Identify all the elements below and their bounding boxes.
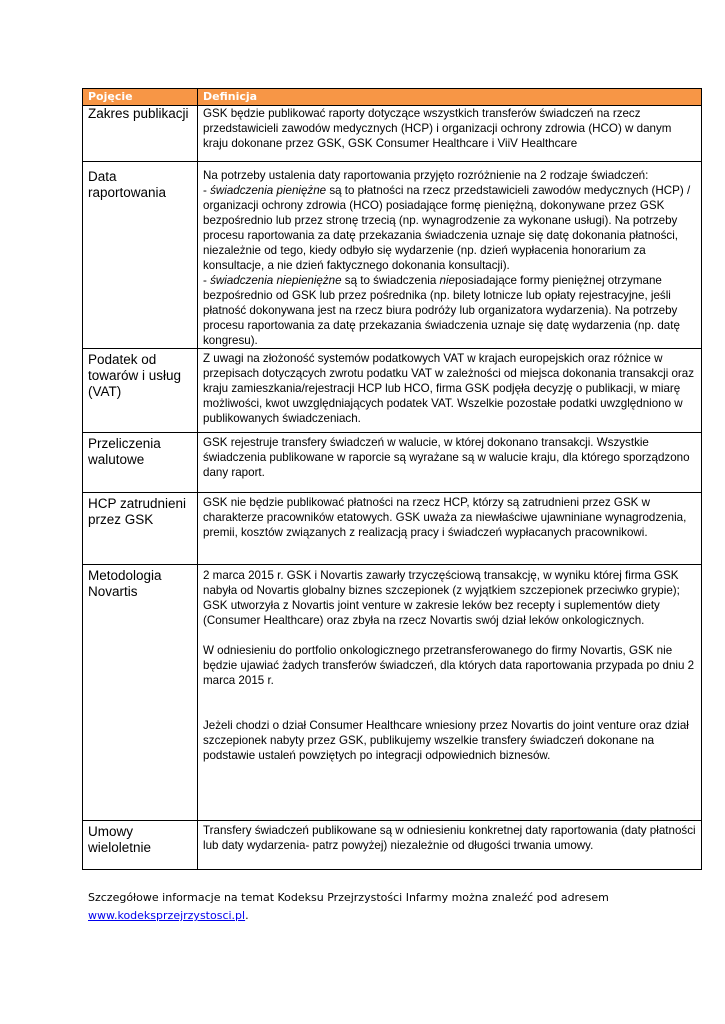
footer-note: [88, 889, 688, 925]
table-row: [83, 433, 702, 493]
footer-suffix: .: [245, 909, 249, 922]
definition-text: GSK będzie publikować raporty dotyczące wszystkich transferów świadczeń na rzecz przedstawicieli zawodów medycznych (HCP) i organizacji ochrony zdrowia (HCO) w danym kraju dokonane przez GSK, GSK Consumer Healthcare i ViiV Healthcare: [203, 107, 672, 150]
term-cell: [83, 162, 198, 349]
table-row: [83, 565, 702, 821]
term-text: Podatek od towarów i usług (VAT): [88, 352, 182, 399]
definition-text: GSK rejestruje transfery świadczeń w walucie, w której dokonano transakcji. Wszystkie świadczenia publikowane w raporcie są wyrażane są w walucie kraju, dla którego sporządzono dany raport.: [203, 436, 690, 479]
table-header-row: [83, 89, 702, 106]
term-cell: [83, 433, 198, 493]
term-text: Data raportowania: [88, 169, 167, 200]
dash: -: [203, 184, 211, 197]
definition-body: są to płatności na rzecz przedstawicieli zawodów medycznych (HCP) / organizacji ochrony zdrowia (HCO) posiadające formę pieniężną, dokonywane przez GSK bezpośrednio lub przez stronę trzecią (np. wynagrodzenie za wykonane usługi). Na potrzeby procesu raportowania za datę przekazania świadczenia uznaje się datę dokonania płatności, niezależnie od tego, kiedy odbyło się wydarzenie (np. dzień wypłacenia honorarium za konsultacje, a nie dzień faktycznego dokonania konsultacji).: [203, 184, 691, 272]
term-cell: Zakres publikacji: [83, 106, 198, 162]
definition-cell: [198, 433, 702, 493]
definition-text: Na potrzeby ustalenia daty raportowania przyjęto rozróżnienie na 2 rodzaje świadczeń:: [203, 169, 649, 182]
definition-cell: [198, 821, 702, 870]
term-cell: [83, 493, 198, 565]
definition-cell: [198, 349, 702, 433]
term-text: Metodologia Novartis: [88, 568, 162, 599]
term-cell: [83, 565, 198, 821]
table-row: [83, 821, 702, 870]
header-term: Pojęcie: [83, 89, 198, 106]
term-text: HCP zatrudnieni przez GSK: [88, 496, 187, 527]
dash: -: [203, 274, 211, 287]
header-definition: Definicja: [198, 89, 702, 106]
definition-body: posiadające formy pieniężnej otrzymane bezpośrednio od GSK lub przez pośrednika (np. bilety lotnicze lub opłaty rejestracyjne, jeśli płatność dokonywana jest na rzecz biura podróży lub organizatora wydarzenia). Na potrzeby procesu raportowania za datę przekazania świadczenia uznaje się datę wydarzenia (np. datę kongresu).: [203, 274, 680, 347]
term-text: Umowy wieloletnie: [88, 824, 152, 855]
definition-text: Z uwagi na złożoność systemów podatkowych VAT w krajach europejskich oraz różnice w przepisach dotyczących zwrotu podatku VAT w zależności od miejsca dokonania transakcji oraz kraju zamieszkania/rejestracji HCP lub HCO, firma GSK podjęła decyzję o publikacji, w miarę możliwości, kwot uwzględniających podatek VAT. Wszelkie pozostałe podatki uwzględniono w publikowanych świadczeniach.: [203, 352, 695, 425]
footer-link[interactable]: www.kodeksprzejrzystosci.pl: [88, 909, 246, 922]
definition-text: [203, 273, 698, 348]
definition-text: GSK nie będzie publikować płatności na rzecz HCP, którzy są zatrudnieni przez GSK w charakterze pracowników etatowych. GSK uważa za niewłaściwe ujawniniane wynagrodzenia, premii, kosztów związanych z realizacją pracy i świadczeń wypłacanych pracownikowi.: [203, 496, 687, 539]
emphasis-prefix: nie: [439, 274, 456, 287]
definition-text: W odniesieniu do portfolio onkologicznego przetransferowanego do firmy Novartis, GSK nie będzie ujawiać żadych transferów świadczeń, dla których data raportowania przypada po dniu 2 marca 2015 r.: [203, 644, 695, 687]
definition-cell: [198, 106, 702, 162]
definition-cell: [198, 162, 702, 349]
term-cell: [83, 349, 198, 433]
definition-text: 2 marca 2015 r. GSK i Novartis zawarły trzyczęściową transakcję, w wyniku której firma GSK nabyła od Novartis globalny biznes szczepionek (z wyjątkiem szczepionek przeciwko grypie); GSK utworzyła z Novartis joint venture w zakresie leków bez recepty i suplementów diety (Consumer Healthcare) oraz zbyła na rzecz Novartis swój dział leków onkologicznych.: [203, 569, 680, 627]
term-cell: [83, 821, 198, 870]
definitions-table: [82, 88, 702, 870]
emphasis-term: świadczenia pieniężne: [210, 184, 327, 197]
definition-cell: [198, 565, 702, 821]
term-text: Przeliczenia walutowe: [88, 436, 161, 467]
definition-text: Transfery świadczeń publikowane są w odniesieniu konkretnej daty raportowania (daty płatności lub daty wydarzenia- patrz powyżej) niezależnie od długości trwania umowy.: [203, 824, 696, 852]
emphasis-term: świadczenia niepieniężne: [210, 274, 342, 287]
table-row: [83, 493, 702, 565]
definition-text: Jeżeli chodzi o dział Consumer Healthcare wniesiony przez Novartis do joint venture oraz dział szczepionek nabyty przez GSK, publikujemy wszelkie transfery świadczeń dokonane na podstawie ustaleń powziętych po integracji odpowiednich biznesów.: [203, 719, 689, 762]
definition-cell: [198, 493, 702, 565]
table-row: [83, 349, 702, 433]
table-row: [83, 106, 702, 162]
footer-text: Szczegółowe informacje na temat Kodeksu Przejrzystości Infarmy można znaleźć pod adresem: [88, 891, 609, 904]
table-row: [83, 162, 702, 349]
definition-body: są to świadczenia: [341, 274, 440, 287]
definition-text: [203, 183, 698, 273]
